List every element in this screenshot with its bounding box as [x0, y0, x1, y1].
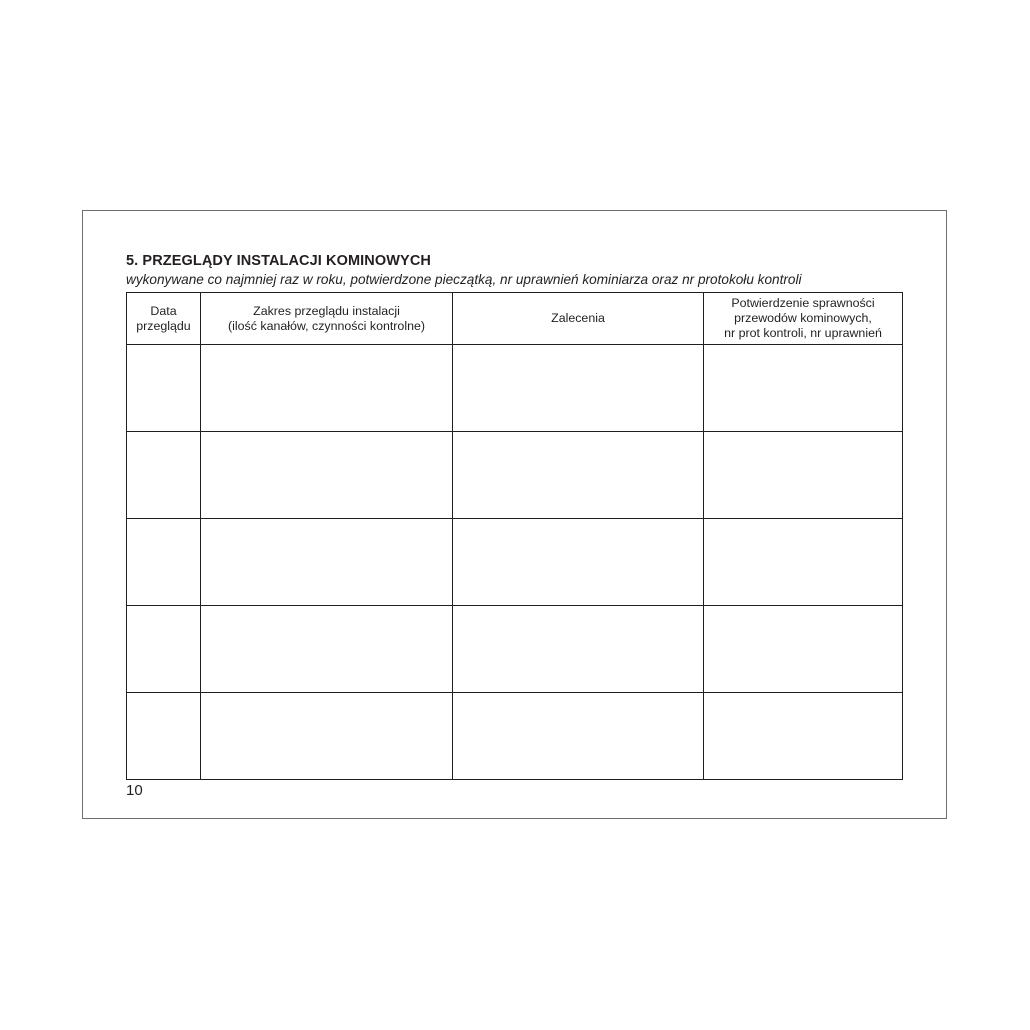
table-row: [127, 606, 903, 693]
header-recommendations: Zalecenia: [453, 293, 704, 345]
section-title: 5. PRZEGLĄDY INSTALACJI KOMINOWYCH: [126, 253, 431, 269]
table-cell-scope[interactable]: [201, 432, 453, 519]
header-date: Data przeglądu: [127, 293, 201, 345]
table-cell-date[interactable]: [127, 693, 201, 780]
table-header-row: [127, 293, 903, 345]
section-subtitle: wykonywane co najmniej raz w roku, potwierdzone pieczątką, nr uprawnień kominiarza oraz nr protokołu kontroli: [126, 272, 802, 287]
table-cell-scope[interactable]: [201, 693, 453, 780]
table-cell-scope[interactable]: [201, 345, 453, 432]
inspection-table-wrap: [126, 292, 902, 780]
table-cell-confirmation[interactable]: [704, 432, 903, 519]
table-cell-scope[interactable]: [201, 519, 453, 606]
table-cell-confirmation[interactable]: [704, 345, 903, 432]
page-number: 10: [126, 782, 143, 799]
table-cell-confirmation[interactable]: [704, 606, 903, 693]
table-row: [127, 693, 903, 780]
table-row: [127, 519, 903, 606]
table-row: [127, 345, 903, 432]
header-scope: Zakres przeglądu instalacji (ilość kanałów, czynności kontrolne): [201, 293, 453, 345]
table-row: [127, 432, 903, 519]
table-cell-date[interactable]: [127, 432, 201, 519]
table-cell-date[interactable]: [127, 345, 201, 432]
table-cell-recommendations[interactable]: [453, 432, 704, 519]
inspection-table: [126, 292, 903, 780]
table-cell-confirmation[interactable]: [704, 519, 903, 606]
table-cell-recommendations[interactable]: [453, 519, 704, 606]
table-cell-date[interactable]: [127, 606, 201, 693]
table-cell-recommendations[interactable]: [453, 693, 704, 780]
table-cell-recommendations[interactable]: [453, 345, 704, 432]
table-cell-confirmation[interactable]: [704, 693, 903, 780]
table-cell-date[interactable]: [127, 519, 201, 606]
header-confirmation: Potwierdzenie sprawności przewodów kominowych, nr prot kontroli, nr uprawnień: [704, 293, 903, 345]
table-cell-scope[interactable]: [201, 606, 453, 693]
table-cell-recommendations[interactable]: [453, 606, 704, 693]
form-page: [82, 210, 947, 819]
